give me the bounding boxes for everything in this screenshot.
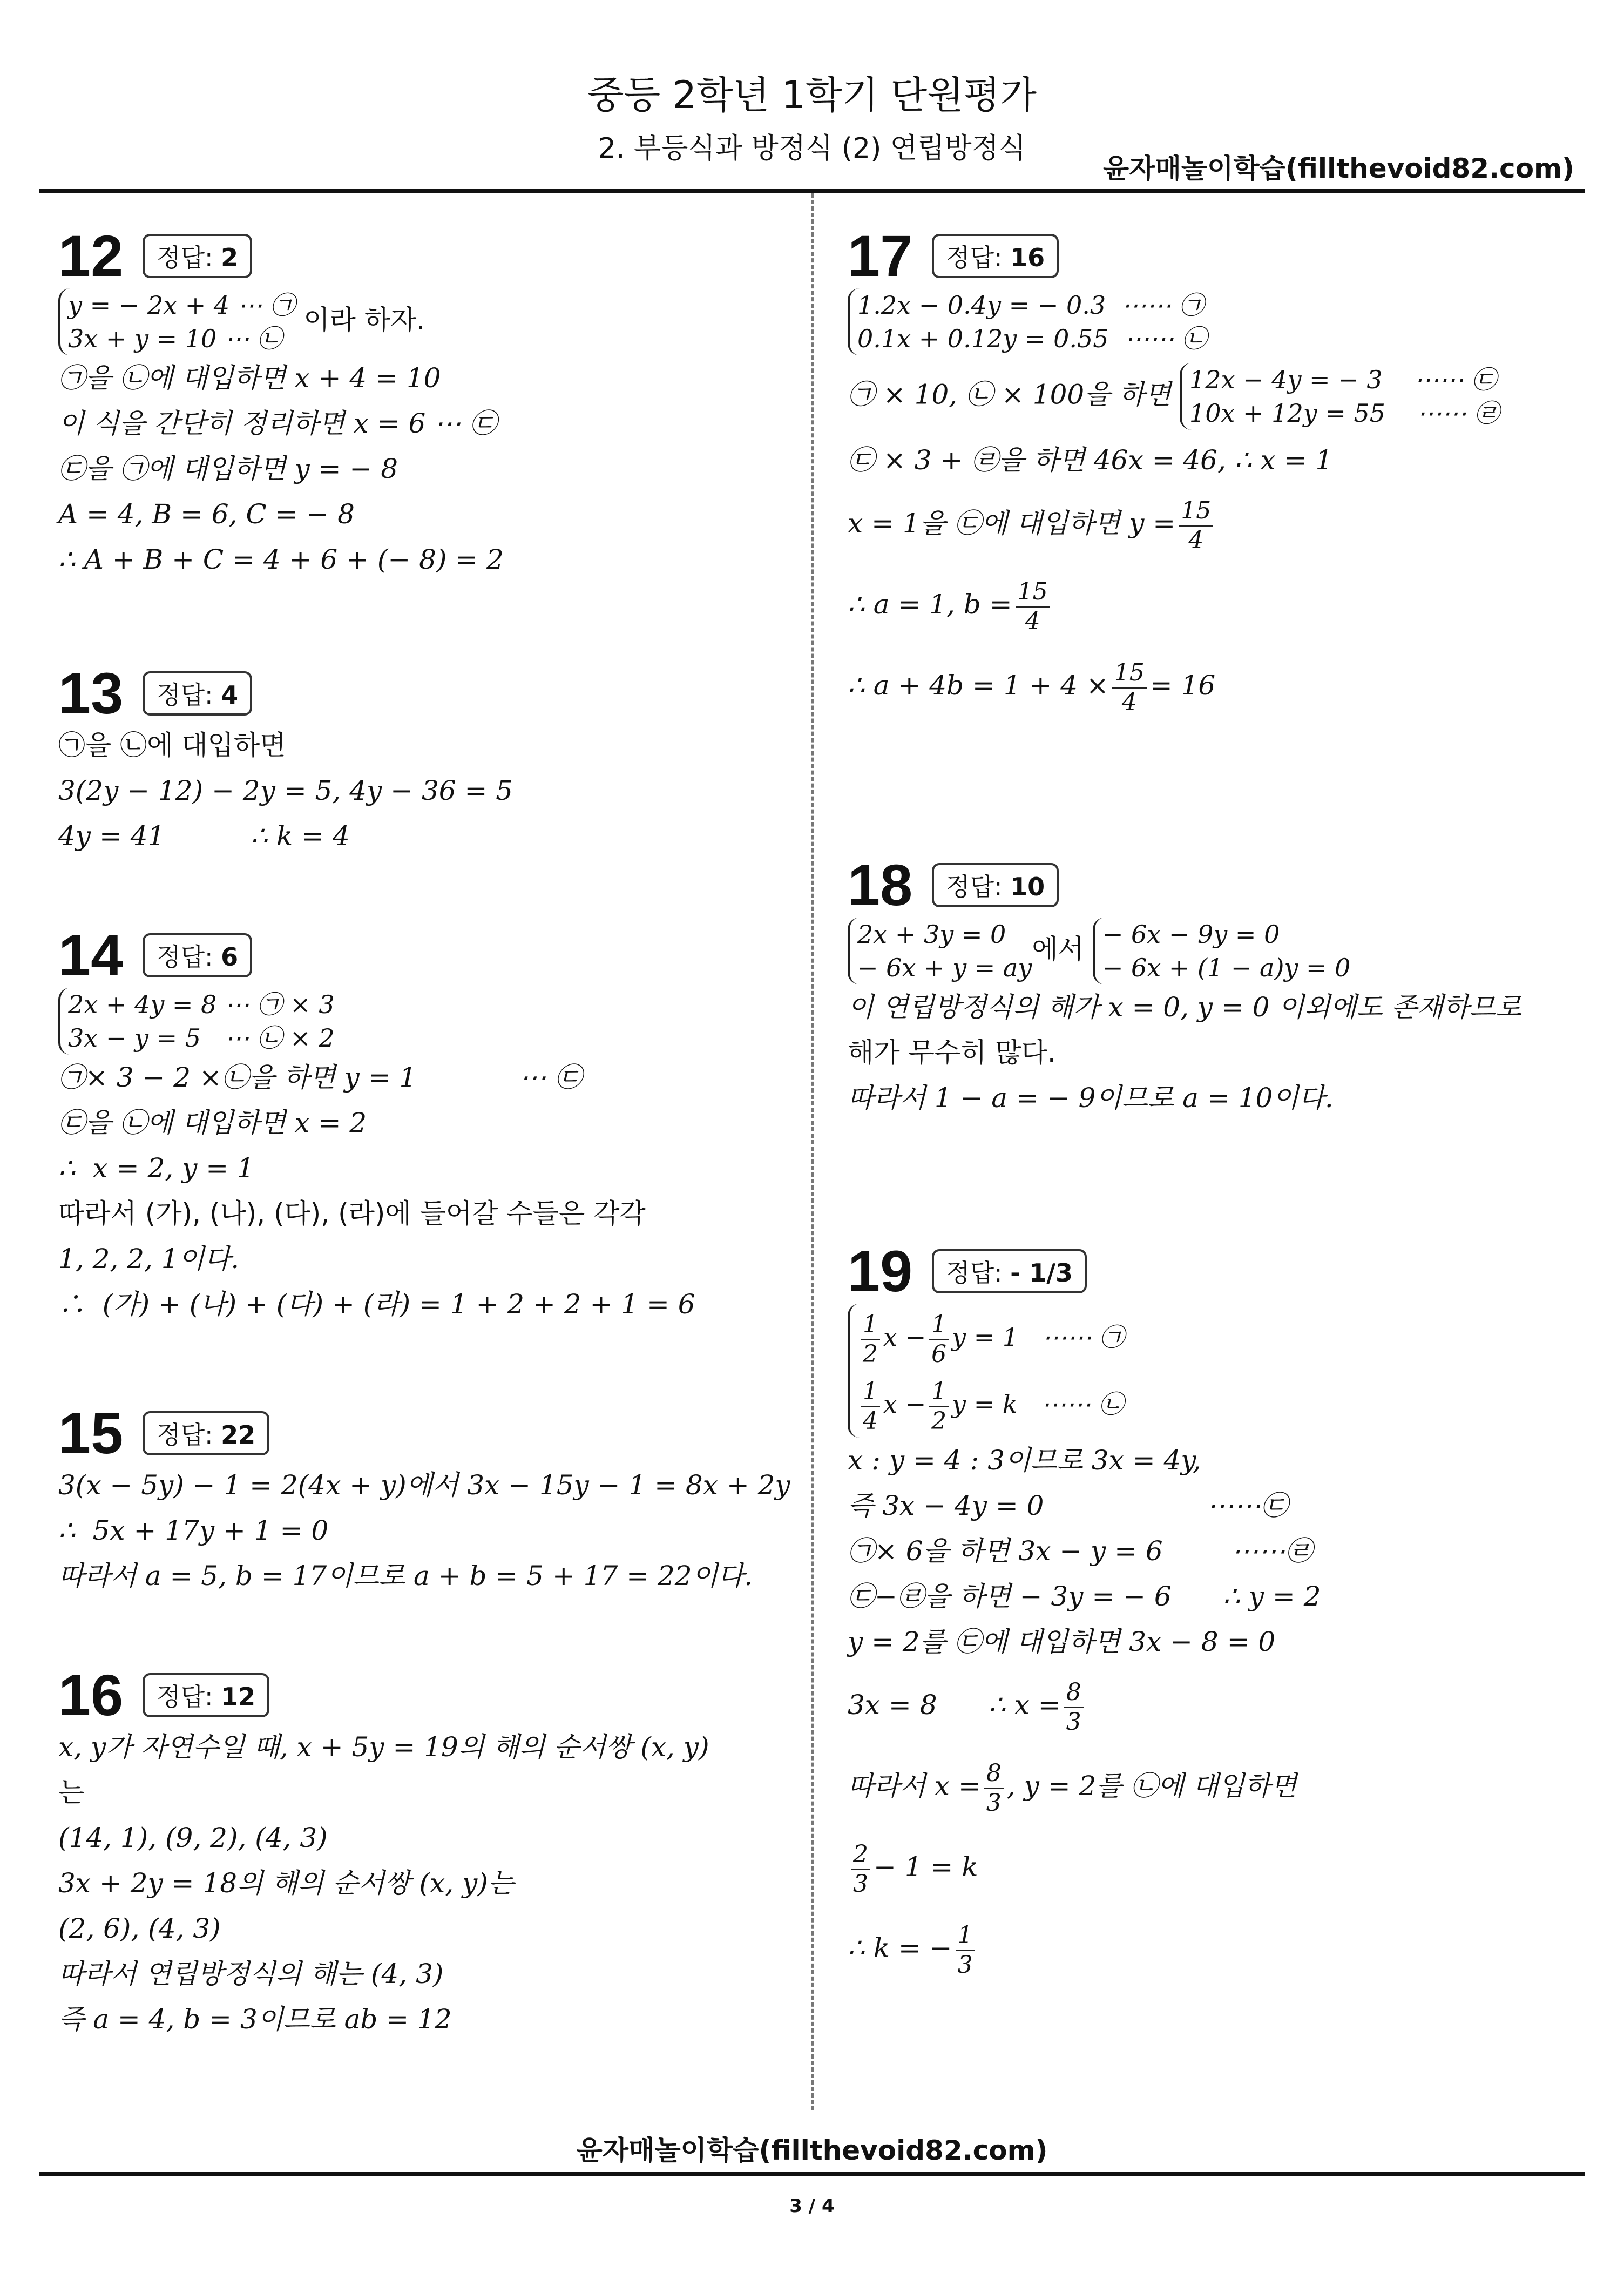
problem-12 bbox=[58, 223, 803, 582]
solution-line: 따라서 연립방정식의 해는 (4, 3) bbox=[58, 1958, 444, 1990]
fraction: $\frac{2}{3}$ bbox=[851, 1840, 870, 1898]
solution-line: y = 2를 ㉢에 대입하면 3x − 8 = 0 bbox=[848, 1626, 1276, 1657]
fraction: $\frac{1}{4}$ bbox=[861, 1378, 880, 1435]
footer-brand: 윤자매놀이학습(fillthevoid82.com) bbox=[576, 2135, 1048, 2166]
fraction: $\frac{15}{4}$ bbox=[1179, 497, 1213, 555]
solution-line: 따라서 (가), (나), (다), (라)에 들어갈 수들은 각각 bbox=[58, 1198, 646, 1229]
solution-line: ∴ k = − $\frac{1}{3}$ bbox=[848, 1907, 1593, 1988]
problem-number: 15 bbox=[58, 1400, 124, 1466]
solution-line: ㉠을 ㉡에 대입하면 x + 4 = 10 bbox=[58, 362, 441, 394]
problem-number: 17 bbox=[848, 223, 913, 288]
solution-line: (2, 6), (4, 3) bbox=[58, 1913, 221, 1944]
page-title: 중등 2학년 1학기 단원평가 bbox=[587, 73, 1037, 117]
problem-number: 16 bbox=[58, 1662, 124, 1728]
equation-system: $\frac{1}{2}$ x − $\frac{1}{6}$ y = 1 ⋯⋯ ㉠ $\frac{1}{4}$ x − $\frac{1}{2}$ y = k ⋯⋯ ㉡ bbox=[848, 1304, 1125, 1438]
fraction: $\frac{15}{4}$ bbox=[1112, 659, 1147, 717]
solution-line: ∴ a = 1, b = $\frac{15}{4}$ bbox=[848, 564, 1593, 645]
answer-badge: 정답: 6 bbox=[143, 933, 252, 977]
solution-line: ∴ 5x + 17y + 1 = 0 bbox=[58, 1515, 329, 1546]
solution-line: ㉢을 ㉠에 대입하면 y = − 8 bbox=[58, 453, 398, 484]
fraction: $\frac{1}{2}$ bbox=[929, 1378, 949, 1435]
problem-19 bbox=[848, 1238, 1593, 1988]
answer-badge: 정답: 16 bbox=[932, 234, 1059, 278]
system-connector: 에서 bbox=[1032, 933, 1084, 965]
solution-line: ∴ (가) + (나) + (다) + (라) = 1 + 2 + 2 + 1 = 6 bbox=[58, 1289, 695, 1320]
solution-line: ∴ A + B + C = 4 + 6 + (− 8) = 2 bbox=[58, 544, 504, 575]
problem-number: 18 bbox=[848, 852, 913, 918]
solution-line: 3(2y − 12) − 2y = 5, 4y − 36 = 5 bbox=[58, 775, 513, 806]
solution-line: 3(x − 5y) − 1 = 2(4x + y)에서 3x − 15y − 1 = 8x + 2y bbox=[58, 1469, 790, 1501]
solution-line: x, y가 자연수일 때, x + 5y = 19의 해의 순서쌍 (x, y) bbox=[58, 1731, 709, 1763]
footer-rule bbox=[39, 2172, 1585, 2176]
solution-line: $\frac{2}{3}$ − 1 = k bbox=[848, 1826, 1593, 1907]
column-divider bbox=[811, 193, 814, 2110]
answer-badge: 정답: - 1/3 bbox=[932, 1249, 1087, 1293]
solution-line: 즉 a = 4, b = 3이므로 ab = 12 bbox=[58, 2004, 452, 2035]
problem-13 bbox=[58, 660, 803, 859]
problem-17 bbox=[848, 223, 1593, 726]
answer-badge: 정답: 10 bbox=[932, 863, 1059, 907]
answer-badge: 정답: 12 bbox=[143, 1673, 269, 1717]
solution-line: x : y = 4 : 3이므로 3x = 4y, bbox=[848, 1445, 1201, 1476]
answer-badge: 정답: 4 bbox=[143, 671, 252, 716]
problem-18 bbox=[848, 852, 1593, 1121]
solution-line: 이 식을 간단히 정리하면 x = 6 ⋯ ㉢ bbox=[58, 408, 497, 439]
page-subtitle: 2. 부등식과 방정식 (2) 연립방정식 bbox=[598, 132, 1026, 165]
fraction: $\frac{15}{4}$ bbox=[1016, 578, 1050, 636]
solution-line: ㉠× 3 − 2 ×㉡을 하면 y = 1 ⋯ ㉢ bbox=[58, 1062, 582, 1093]
problem-15 bbox=[58, 1400, 803, 1599]
equation-system: − 6x − 9y = 0 − 6x + (1 − a)y = 0 bbox=[1093, 918, 1351, 984]
answer-badge: 정답: 22 bbox=[143, 1411, 269, 1455]
solution-line: A = 4, B = 6, C = − 8 bbox=[58, 498, 355, 530]
solution-line: 4y = 41 ∴ k = 4 bbox=[58, 820, 350, 852]
solution-line: ㉢ × 3 + ㉣을 하면 46x = 46, ∴ x = 1 bbox=[848, 444, 1333, 476]
page-number: 3 / 4 bbox=[789, 2195, 835, 2217]
problem-number: 12 bbox=[58, 223, 124, 288]
equation-system: 2x + 3y = 0 − 6x + y = ay bbox=[848, 918, 1032, 984]
solution-line: 해가 무수히 많다. bbox=[848, 1037, 1056, 1068]
solution-line: 따라서 1 − a = − 9이므로 a = 10이다. bbox=[848, 1082, 1334, 1114]
problem-14 bbox=[58, 922, 803, 1327]
solution-line: ∴ x = 2, y = 1 bbox=[58, 1152, 254, 1184]
solution-line: 따라서 x = $\frac{8}{3}$ , y = 2를 ㉡에 대입하면 bbox=[848, 1759, 1297, 1817]
equation-system: 1.2x − 0.4y = − 0.3 ⋯⋯ ㉠ 0.1x + 0.12y = 0.55 ⋯⋯ ㉡ bbox=[848, 288, 1207, 355]
solution-line: x = 1을 ㉢에 대입하면 y = $\frac{15}{4}$ bbox=[848, 483, 1593, 564]
equation-system: 12x − 4y = − 3 ⋯⋯ ㉢ 10x + 12y = 55 ⋯⋯ ㉣ bbox=[1180, 363, 1499, 430]
solution-line: ∴ a + 4b = 1 + 4 × $\frac{15}{4}$ = 16 bbox=[848, 658, 1216, 716]
solution-line: 이 연립방정식의 해가 x = 0, y = 0 이외에도 존재하므로 bbox=[848, 992, 1522, 1023]
problem-number: 19 bbox=[848, 1238, 913, 1304]
problem-16 bbox=[58, 1662, 803, 2042]
fraction: $\frac{8}{3}$ bbox=[1064, 1678, 1084, 1736]
answer-badge: 정답: 2 bbox=[143, 234, 252, 278]
problem-number: 13 bbox=[58, 660, 124, 726]
solution-line: ㉠× 6을 하면 3x − y = 6 ⋯⋯㉣ bbox=[848, 1535, 1312, 1567]
solution-line: ㉢을 ㉡에 대입하면 x = 2 bbox=[58, 1107, 367, 1138]
solution-line: 즉 3x − 4y = 0 ⋯⋯㉢ bbox=[848, 1490, 1288, 1521]
fraction: $\frac{1}{6}$ bbox=[929, 1311, 949, 1368]
solution-line: 따라서 a = 5, b = 17이므로 a + b = 5 + 17 = 22이다. bbox=[58, 1560, 753, 1592]
system-suffix: 이라 하자. bbox=[303, 304, 425, 336]
solution-line: ㉢−㉣을 하면 − 3y = − 6 ∴ y = 2 bbox=[848, 1581, 1321, 1612]
solution-line: ㉠을 ㉡에 대입하면 bbox=[58, 730, 286, 761]
solution-line: ㉠ × 10, ㉡ × 100을 하면 bbox=[848, 379, 1172, 410]
solution-line: 3x + 2y = 18의 해의 순서쌍 (x, y)는 bbox=[58, 1867, 515, 1899]
equation-system: y = − 2x + 4 ⋯ ㉠ 3x + y = 10 ⋯ ㉡ bbox=[58, 288, 295, 355]
solution-line: 3x = 8 ∴ x = $\frac{8}{3}$ bbox=[848, 1664, 1593, 1745]
problem-number: 14 bbox=[58, 922, 124, 988]
equation-system: 2x + 4y = 8 ⋯ ㉠ × 3 3x − y = 5 ⋯ ㉡ × 2 bbox=[58, 988, 335, 1055]
header-brand: 윤자매놀이학습(fillthevoid82.com) bbox=[1102, 153, 1574, 184]
header-rule bbox=[39, 189, 1585, 193]
solution-line: 는 bbox=[58, 1777, 85, 1808]
fraction: $\frac{1}{2}$ bbox=[861, 1311, 880, 1368]
fraction: $\frac{8}{3}$ bbox=[984, 1759, 1004, 1817]
solution-line: 1, 2, 2, 1이다. bbox=[58, 1243, 240, 1275]
fraction: $\frac{1}{3}$ bbox=[956, 1921, 975, 1979]
solution-line: (14, 1), (9, 2), (4, 3) bbox=[58, 1822, 328, 1853]
